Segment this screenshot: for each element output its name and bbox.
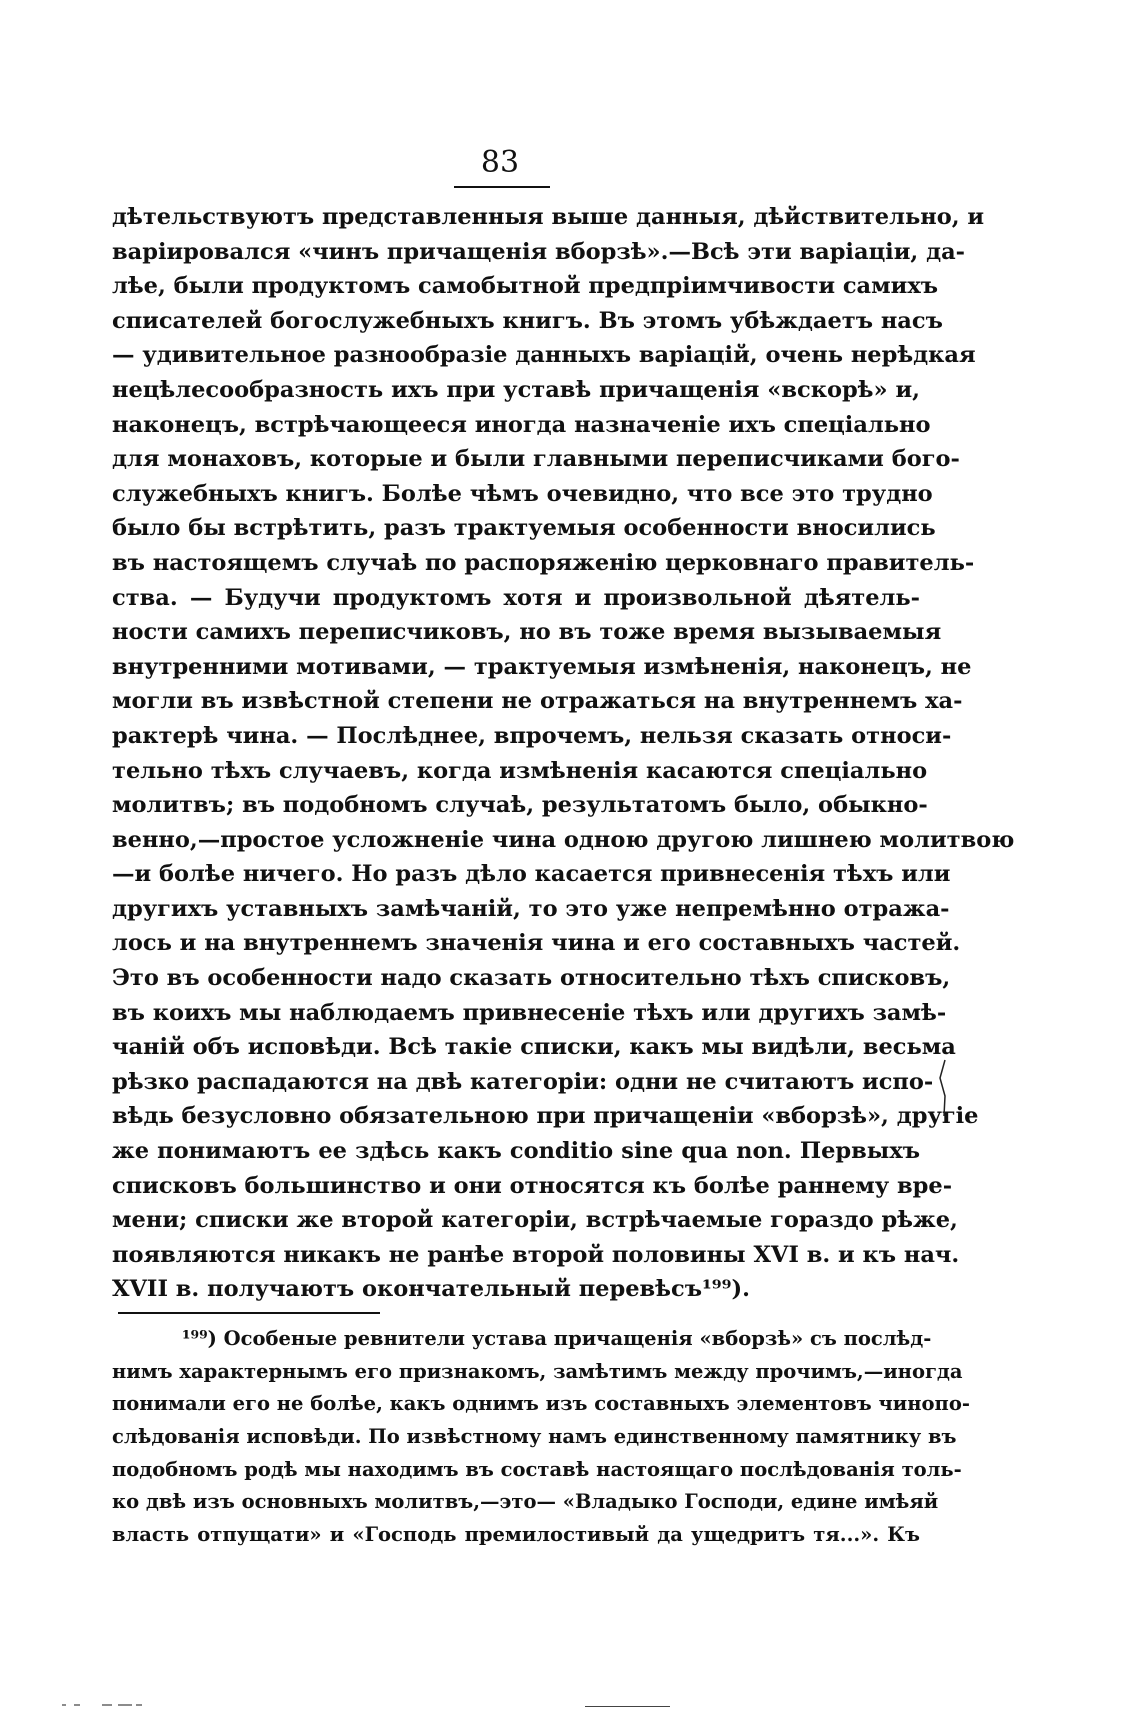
body-line: венно,—простое усложненіе чина одною другою лишнею молитвою <box>112 826 1015 853</box>
body-line: Это въ особенности надо сказать относительно тѣхъ списковъ, <box>112 965 951 992</box>
body-line: служебныхъ книгъ. Болѣе чѣмъ очевидно, что все это трудно <box>112 480 933 507</box>
body-line: —и болѣе ничего. Но разъ дѣло касается привнесенія тѣхъ или <box>112 861 951 888</box>
body-line: дѣтельствуютъ представленныя выше данныя, дѣйствительно, и <box>112 204 985 230</box>
body-line: лось и на внутреннемъ значенія чина и его составныхъ частей. <box>112 930 961 957</box>
body-text <box>112 200 1015 1307</box>
body-line: чаній объ исповѣди. Всѣ такіе списки, какъ мы видѣли, весьма <box>112 1034 956 1061</box>
body-line: могли въ извѣстной степени не отражаться на внутреннемъ ха- <box>112 688 963 715</box>
footnote-line: нимъ характернымъ его признакомъ, замѣтимъ между прочимъ,—иногда <box>112 1359 963 1383</box>
body-line: тельно тѣхъ случаевъ, когда измѣненія касаются спеціально <box>112 757 928 784</box>
footnote-block <box>112 1323 970 1552</box>
footnote-line: подобномъ родѣ мы находимъ въ составѣ настоящаго послѣдованія толь- <box>112 1457 962 1481</box>
page-number-underline <box>454 186 550 188</box>
body-line: XVII в. получаютъ окончательный перевѣсъ¹⁹⁹). <box>112 1276 750 1303</box>
body-line: молитвъ; въ подобномъ случаѣ, результатомъ было, обыкно- <box>112 792 928 819</box>
scan-noise-marks <box>62 1702 262 1708</box>
body-line: ности самихъ переписчиковъ, но въ тоже время вызываемыя <box>112 619 942 646</box>
body-line: въ настоящемъ случаѣ по распоряженію церковнаго правитель- <box>112 549 975 576</box>
footnote-separator <box>118 1312 380 1314</box>
scan-edge-line <box>585 1706 670 1707</box>
body-line: рактерѣ чина. — Послѣднее, впрочемъ, нельзя сказать относи- <box>112 722 952 749</box>
margin-bracket-mark <box>939 1058 947 1118</box>
footnote-line: власть отпущати» и «Господь премилостивый да ущедритъ тя...». Къ <box>112 1523 920 1547</box>
body-line: наконецъ, встрѣчающееся иногда назначеніе ихъ спеціально <box>112 411 931 438</box>
body-line: вѣдь безусловно обязательною при причащеніи «вборзѣ», другіе <box>112 1103 979 1130</box>
body-line: въ коихъ мы наблюдаемъ привнесеніе тѣхъ или другихъ замѣ- <box>112 999 947 1026</box>
body-line: рѣзко распадаются на двѣ категоріи: одни не считаютъ испо- <box>112 1068 934 1095</box>
body-line: мени; списки же второй категоріи, встрѣчаемые гораздо рѣже, <box>112 1207 958 1234</box>
body-line: другихъ уставныхъ замѣчаній, то это уже непремѣнно отража- <box>112 895 950 922</box>
body-line: ства. — Будучи продуктомъ хотя и произвольной дѣятель- <box>112 584 920 611</box>
body-line: списковъ большинство и они относятся къ болѣе раннему вре- <box>112 1172 953 1199</box>
body-line: внутренними мотивами, — трактуемыя измѣненія, наконецъ, не <box>112 653 972 680</box>
body-line: появляются никакъ не ранѣе второй половины XVI в. и къ нач. <box>112 1241 960 1268</box>
body-line: варіировался «чинъ причащенія вборзѣ».—Всѣ эти варіаціи, да- <box>112 238 966 265</box>
footnote-line: ¹⁹⁹) Особеные ревнители устава причащенія «вборзѣ» съ послѣд- <box>182 1327 932 1350</box>
footnote-line: слѣдованія исповѣди. По извѣстному намъ единственному памятнику въ <box>112 1425 957 1449</box>
body-line: списателей богослужебныхъ книгъ. Въ этомъ убѣждаетъ насъ <box>112 307 943 334</box>
page-number: 83 <box>480 145 520 180</box>
body-line: было бы встрѣтить, разъ трактуемыя особенности вносились <box>112 515 936 542</box>
footnote-line: ко двѣ изъ основныхъ молитвъ,—это— «Владыко Господи, едине имѣяй <box>112 1490 939 1514</box>
body-line: для монаховъ, которые и были главными переписчиками бого- <box>112 446 960 473</box>
body-line: нецѣлесообразность ихъ при уставѣ причащенія «вскорѣ» и, <box>112 376 920 403</box>
body-line: — удивительное разнообразіе данныхъ варіацій, очень нерѣдкая <box>112 342 976 369</box>
footnote-line: понимали его не болѣе, какъ однимъ изъ составныхъ элементовъ чинопо- <box>112 1392 970 1416</box>
body-line: лѣе, были продуктомъ самобытной предпріимчивости самихъ <box>112 273 939 300</box>
body-line: же понимаютъ ее здѣсь какъ conditio sine qua non. Первыхъ <box>112 1138 920 1165</box>
